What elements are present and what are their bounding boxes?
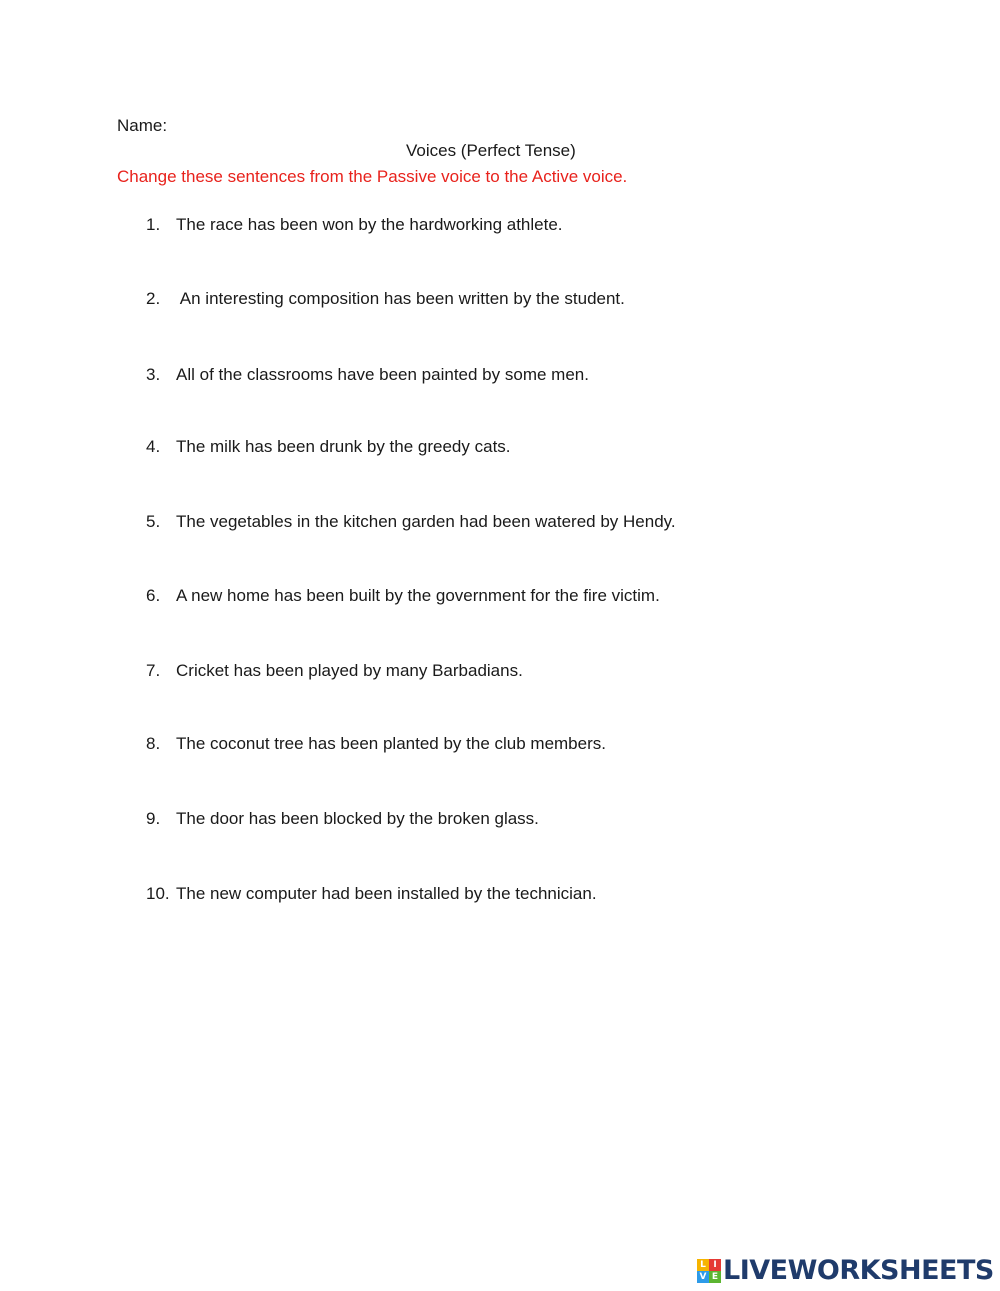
question-number: 10. bbox=[146, 884, 170, 903]
logo-cell: E bbox=[709, 1271, 721, 1283]
logo-text: LIVEWORKSHEETS bbox=[723, 1255, 994, 1286]
question-text: The new computer had been installed by the technician. bbox=[176, 884, 597, 903]
question-number: 5. bbox=[146, 512, 161, 531]
question-number: 1. bbox=[146, 215, 161, 234]
question-text: All of the classrooms have been painted by some men. bbox=[176, 365, 589, 384]
logo-icon bbox=[697, 1259, 721, 1283]
question-text: The milk has been drunk by the greedy cats. bbox=[176, 437, 511, 456]
question-text: Cricket has been played by many Barbadians. bbox=[176, 661, 523, 680]
question-number: 2. bbox=[146, 289, 161, 308]
question-number: 9. bbox=[146, 809, 161, 828]
logo-cell: L bbox=[697, 1259, 709, 1271]
question-text: The coconut tree has been planted by the club members. bbox=[176, 734, 606, 753]
logo-cell: I bbox=[709, 1259, 721, 1271]
question-text: An interesting composition has been written by the student. bbox=[176, 289, 625, 308]
question-number: 7. bbox=[146, 661, 161, 680]
name-label: Name: bbox=[117, 116, 168, 135]
question-text: The race has been won by the hardworking athlete. bbox=[176, 215, 563, 234]
worksheet-title: Voices (Perfect Tense) bbox=[406, 141, 576, 160]
question-number: 3. bbox=[146, 365, 161, 384]
question-text: A new home has been built by the government for the fire victim. bbox=[176, 586, 660, 605]
question-number: 4. bbox=[146, 437, 161, 456]
question-number: 6. bbox=[146, 586, 161, 605]
question-text: The door has been blocked by the broken glass. bbox=[176, 809, 539, 828]
logo-cell: V bbox=[697, 1271, 709, 1283]
liveworksheets-logo[interactable] bbox=[697, 1256, 994, 1286]
question-number: 8. bbox=[146, 734, 161, 753]
instruction-text: Change these sentences from the Passive voice to the Active voice. bbox=[117, 167, 628, 186]
question-text: The vegetables in the kitchen garden had been watered by Hendy. bbox=[176, 512, 676, 531]
